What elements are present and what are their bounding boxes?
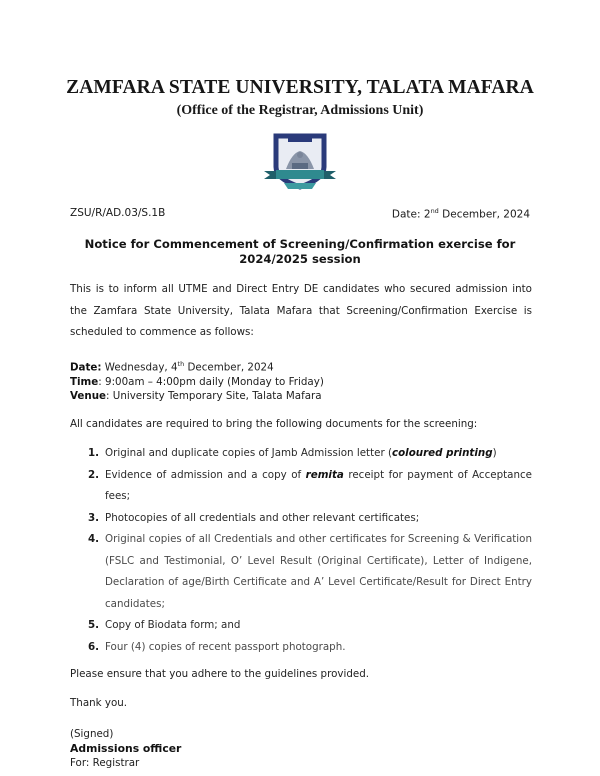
signatory-role: Admissions officer [70,741,182,755]
signature-block [70,727,181,771]
guidelines-note: Please ensure that you adhere to the guidelines provided. [70,668,370,680]
intro-paragraph: This is to inform all UTME and Direct Entry DE candidates who secured admission into the Zamfara State University, Talata Mafara that Screening/Confirmation Exercise is scheduled to commence as follows: [70,283,532,338]
reference-number: ZSU/R/AD.03/S.1B [70,207,166,219]
issue-date: Date: 2nd December, 2024 [391,207,530,221]
list-item: 4. Original copies of all Credentials and other certificates for Screening & Verification (FSLC and Testimonial, O’ Level Result (Original Certificate), Letter of Indigene, Declaration of age/Birth Certificate and A’ Level Certificate/Result for Direct Entry candidates; [88,533,532,610]
list-item: 5. Copy of Biodata form; and [88,619,241,631]
list-item: 2. Evidence of admission and a copy of remita receipt for payment of Acceptance fees; [88,468,532,502]
list-item: 3. Photocopies of all credentials and other relevant certificates; [88,511,420,524]
schedule-details [70,357,324,404]
list-item: 6. Four (4) copies of recent passport photograph. [88,640,346,653]
on-behalf-of: For: Registrar [70,757,140,769]
schedule-date: Date: Wednesday, 4th December, 2024 [70,360,274,374]
notice-title: Notice for Commencement of Screening/Confirmation exercise for 2024/2025 session [84,237,516,266]
university-name: ZAMFARA STATE UNIVERSITY, TALATA MAFARA [66,77,534,98]
office-subtitle: (Office of the Registrar, Admissions Unit) [176,103,424,118]
university-crest-icon [262,133,338,191]
signed-label: (Signed) [70,728,114,740]
list-item: 1. Original and duplicate copies of Jamb Admission letter (coloured printing) [88,447,497,459]
requirements-lead: All candidates are required to bring the following documents for the screening: [70,418,478,430]
requirements-list [88,443,532,658]
schedule-venue: Venue: University Temporary Site, Talata Mafara [70,390,322,403]
thank-you: Thank you. [70,697,128,709]
schedule-time: Time: 9:00am – 4:00pm daily (Monday to Friday) [70,375,324,388]
